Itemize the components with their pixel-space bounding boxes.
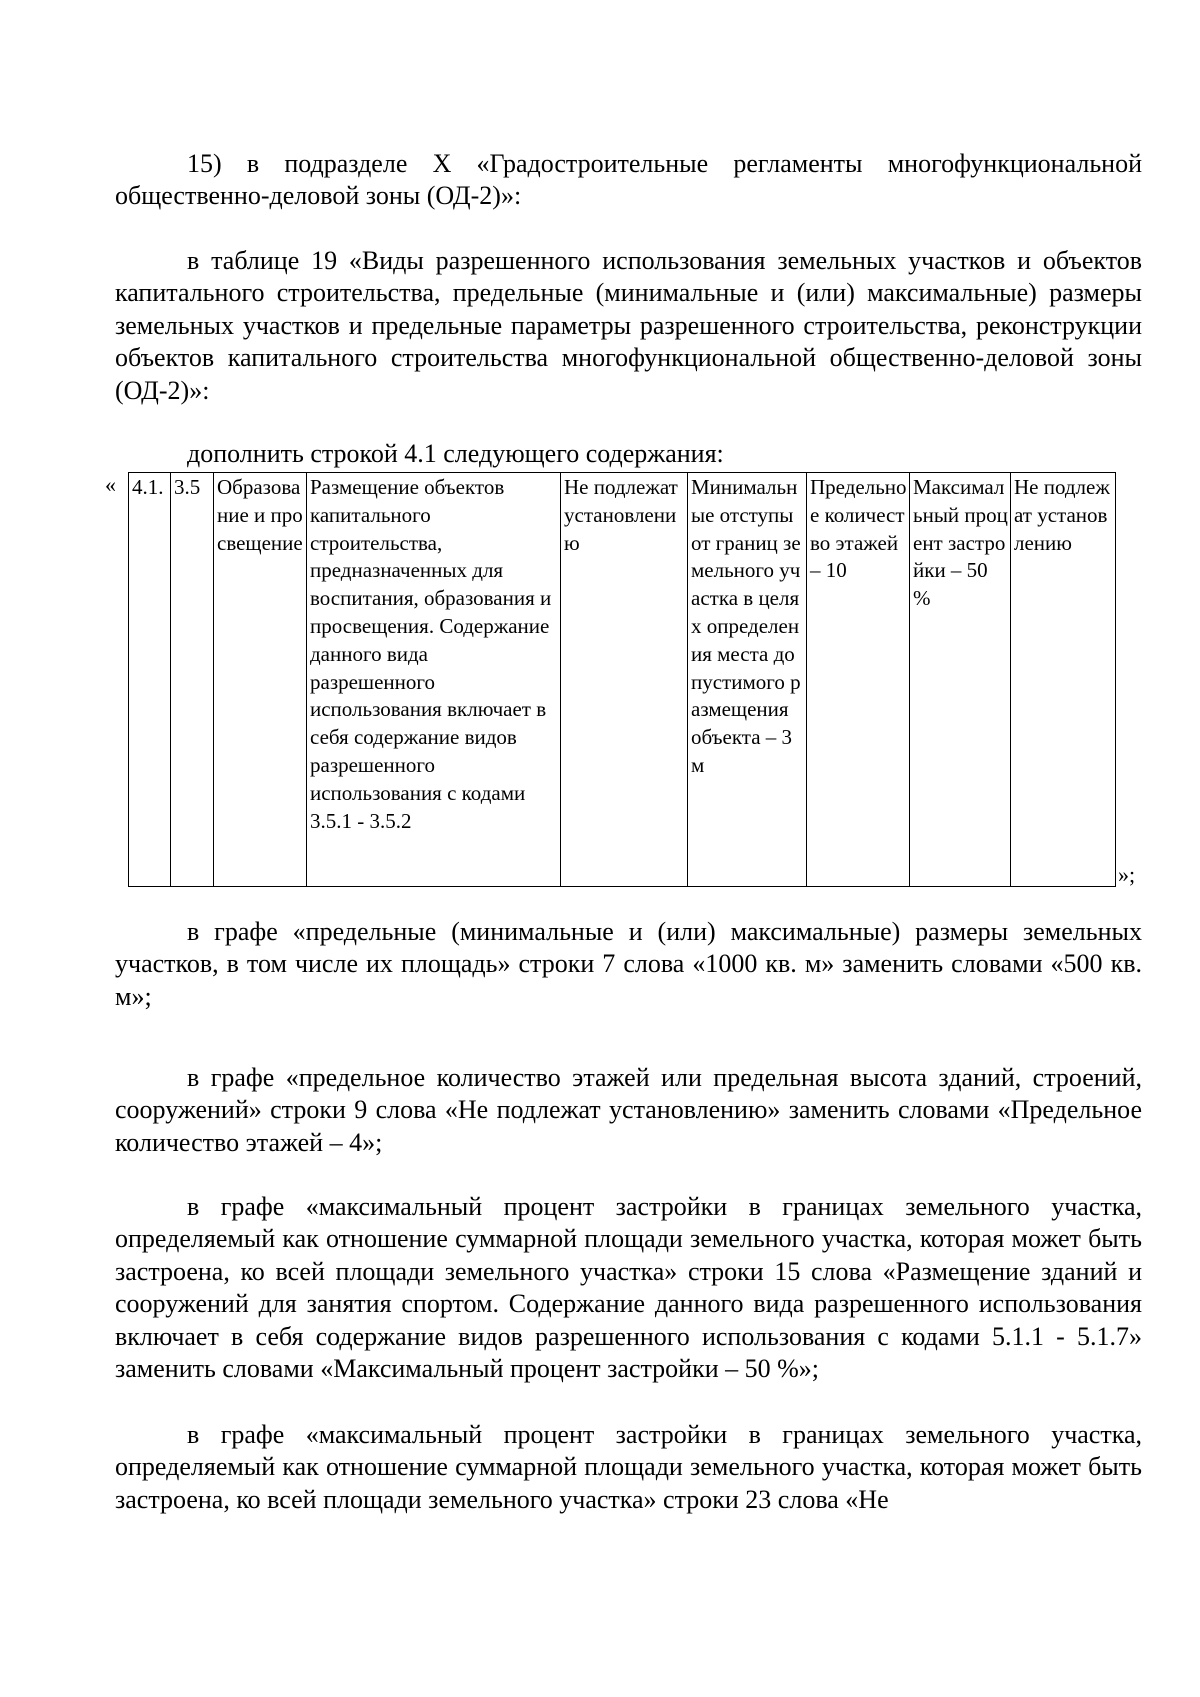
inserted-row-table xyxy=(128,472,1116,887)
item-15-paragraph: 15) в подразделе X «Градостроительные регламенты многофункциональной общественно-деловой зоны (ОД-2)»: xyxy=(115,149,1142,211)
plot-size-paragraph: в графе «предельные (минимальные и (или) максимальные) размеры земельных участков, в том числе их площадь» строки 7 слова «1000 кв. м» заменить словами «500 кв. м»; xyxy=(115,917,1142,1011)
floors-paragraph: в графе «предельное количество этажей или предельная высота зданий, строений, сооружений» строки 9 слова «Не подлежат установлению» заменить словами «Предельное количество этажей – 4»; xyxy=(115,1063,1142,1157)
cell-max-percent: Максимальный процент застройки – 50 % xyxy=(910,473,1011,887)
table-row xyxy=(129,473,1116,887)
cell-use-name: Образование и просвещение xyxy=(214,473,307,887)
cell-code: 3.5 xyxy=(171,473,214,887)
opening-quote: « xyxy=(105,472,116,497)
cell-plot-size: Не подлежат установлению xyxy=(561,473,688,887)
cell-setbacks: Минимальные отступы от границ земельного участка в целях определения места допустимого размещения объекта – 3 м xyxy=(688,473,807,887)
cell-use-description: Размещение объектов капитального строительства, предназначенных для воспитания, образования и просвещения. Содержание данного вида разрешенного использования включает в себя содержание видов разрешенного использования с кодами 3.5.1 - 3.5.2 xyxy=(307,473,561,887)
percent-row-15-paragraph: в графе «максимальный процент застройки в границах земельного участка, определяемый как отношение суммарной площади земельного участка, которая может быть застроена, ко всей площади земельного участка» строки 15 слова «Размещение зданий и сооружений для занятия спортом. Содержание данного вида разрешенного использования включает в себя содержание видов разрешенного использования с кодами 5.1.1 - 5.1.7» заменить словами «Максимальный процент застройки – 50 %»; xyxy=(115,1192,1142,1384)
cell-row-number: 4.1. xyxy=(129,473,171,887)
cell-other: Не подлежат установлению xyxy=(1011,473,1116,887)
cell-floors: Предельное количество этажей – 10 xyxy=(807,473,910,887)
table-19-intro-paragraph: в таблице 19 «Виды разрешенного использования земельных участков и объектов капитального строительства, предельные (минимальные и (или) максимальные) размеры земельных участков и предельные параметры разрешенного строительства, реконструкции объектов капитального строительства многофункциональной общественно-деловой зоны (ОД-2)»: xyxy=(115,246,1142,405)
closing-quote: »; xyxy=(1118,862,1136,887)
percent-row-23-paragraph: в графе «максимальный процент застройки в границах земельного участка, определяемый как отношение суммарной площади земельного участка, которая может быть застроена, ко всей площади земельного участка» строки 23 слова «Не xyxy=(115,1420,1142,1514)
add-row-intro-paragraph: дополнить строкой 4.1 следующего содержания: xyxy=(187,439,724,468)
